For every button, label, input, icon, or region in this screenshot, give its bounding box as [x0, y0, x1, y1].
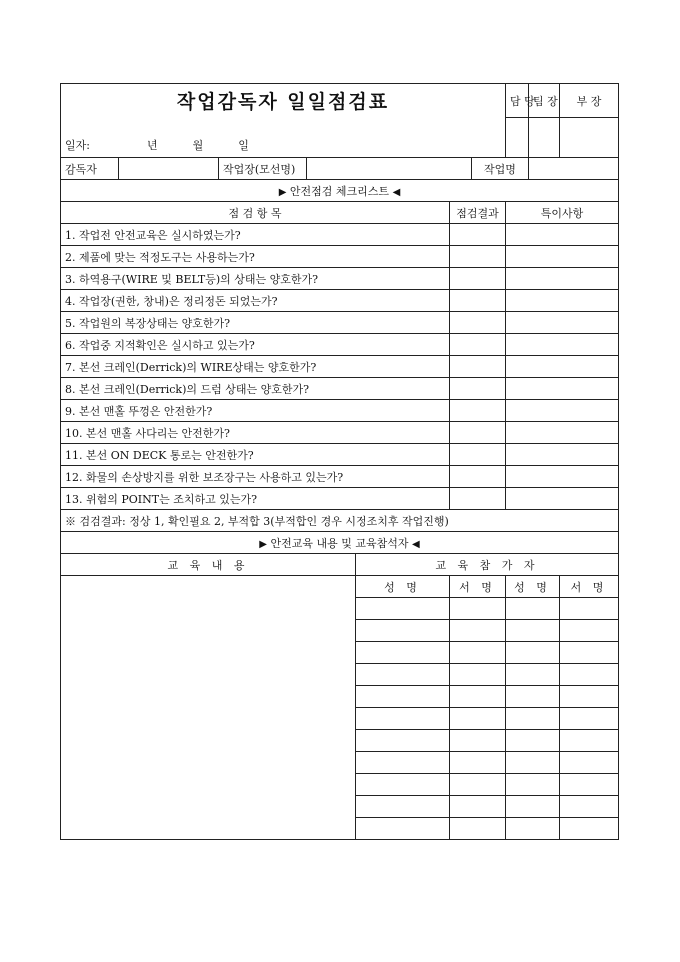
date-year: 년	[146, 139, 158, 152]
attendee-name-header: 성 명	[356, 576, 450, 598]
workplace-field[interactable]	[307, 158, 472, 180]
checklist-note-cell[interactable]	[506, 400, 619, 422]
result-legend: ※ 검검결과: 정상 1, 확인필요 2, 부적합 3(부적합인 경우 시정조치후 작업진행)	[61, 510, 619, 532]
attendee-name-cell[interactable]	[356, 686, 450, 708]
checklist-note-cell[interactable]	[506, 488, 619, 510]
attendee-name-cell[interactable]	[356, 818, 450, 840]
checklist-note-cell[interactable]	[506, 290, 619, 312]
form-title: 작업감독자 일일점검표	[61, 84, 506, 118]
checklist-item-text: 8. 본선 크레인(Derrick)의 드럼 상태는 양호한가?	[61, 378, 450, 400]
col-result-header: 점검결과	[450, 202, 506, 224]
approval-staff: 담 당	[506, 84, 529, 118]
attendee-sign-cell[interactable]	[560, 730, 619, 752]
checklist-item-text: 3. 하역용구(WIRE 및 BELT등)의 상태는 양호한가?	[61, 268, 450, 290]
attendee-sign-cell[interactable]	[450, 642, 506, 664]
sign-box-manager[interactable]	[560, 118, 619, 158]
approval-manager: 부 장	[560, 84, 619, 118]
attendee-sign-cell[interactable]	[450, 620, 506, 642]
sign-box-team-lead[interactable]	[529, 118, 560, 158]
checklist-note-cell[interactable]	[506, 378, 619, 400]
attendee-sign-cell[interactable]	[560, 752, 619, 774]
checklist-note-cell[interactable]	[506, 422, 619, 444]
checklist-item-text: 12. 화물의 손상방지를 위한 보조장구는 사용하고 있는가?	[61, 466, 450, 488]
checklist-row	[61, 400, 619, 422]
checklist-row	[61, 466, 619, 488]
attendee-name-cell[interactable]	[506, 796, 560, 818]
checklist-item-text: 5. 작업원의 복장상태는 양호한가?	[61, 312, 450, 334]
attendee-sign-cell[interactable]	[560, 598, 619, 620]
checklist-section-title: ▶ 안전점검 체크리스트 ◀	[61, 180, 619, 202]
attendee-name-cell[interactable]	[506, 620, 560, 642]
workplace-label: 작업장(모선명)	[219, 158, 307, 180]
checklist-result-cell[interactable]	[450, 488, 506, 510]
checklist-item-text: 9. 본선 맨홀 뚜껑은 안전한가?	[61, 400, 450, 422]
attendee-subheader-row	[61, 576, 619, 598]
attendee-name-cell[interactable]	[506, 642, 560, 664]
checklist-result-cell[interactable]	[450, 334, 506, 356]
checklist-result-cell[interactable]	[450, 290, 506, 312]
checklist-item-text: 1. 작업전 안전교육은 실시하였는가?	[61, 224, 450, 246]
checklist-note-cell[interactable]	[506, 312, 619, 334]
attendee-sign-cell[interactable]	[450, 818, 506, 840]
triangle-left-icon: ◀	[412, 538, 420, 550]
inspection-form	[60, 83, 619, 840]
checklist-item-text: 13. 위험의 POINT는 조치하고 있는가?	[61, 488, 450, 510]
attendee-sign-cell[interactable]	[560, 818, 619, 840]
checklist-note-cell[interactable]	[506, 224, 619, 246]
checklist-row	[61, 268, 619, 290]
sign-box-staff[interactable]	[506, 118, 529, 158]
attendee-sign-cell[interactable]	[450, 774, 506, 796]
date-month: 월	[192, 139, 204, 152]
checklist-result-cell[interactable]	[450, 246, 506, 268]
attendee-sign-cell[interactable]	[450, 730, 506, 752]
triangle-left-icon: ◀	[392, 186, 401, 198]
checklist-note-cell[interactable]	[506, 466, 619, 488]
checklist-row	[61, 334, 619, 356]
attendee-name-cell[interactable]	[356, 620, 450, 642]
attendee-sign-header: 서 명	[560, 576, 619, 598]
checklist-result-cell[interactable]	[450, 466, 506, 488]
attendee-name-cell[interactable]	[506, 708, 560, 730]
date-label: 일자:	[65, 139, 90, 152]
attendee-name-cell[interactable]	[506, 664, 560, 686]
attendee-sign-cell[interactable]	[560, 642, 619, 664]
checklist-result-cell[interactable]	[450, 400, 506, 422]
attendee-sign-cell[interactable]	[560, 664, 619, 686]
checklist-row	[61, 312, 619, 334]
checklist-item-text: 6. 작업중 지적확인은 실시하고 있는가?	[61, 334, 450, 356]
attendee-name-cell[interactable]	[506, 686, 560, 708]
attendee-name-cell[interactable]	[506, 752, 560, 774]
checklist-row	[61, 378, 619, 400]
attendee-sign-cell[interactable]	[450, 686, 506, 708]
work-name-field[interactable]	[529, 158, 619, 180]
attendee-name-cell[interactable]	[506, 774, 560, 796]
checklist-item-text: 4. 작업장(권한, 창내)은 정리정돈 되었는가?	[61, 290, 450, 312]
col-note-header: 특이사항	[506, 202, 619, 224]
checklist-result-cell[interactable]	[450, 378, 506, 400]
attendee-sign-cell[interactable]	[560, 686, 619, 708]
attendee-sign-cell[interactable]	[450, 752, 506, 774]
checklist-note-cell[interactable]	[506, 246, 619, 268]
supervisor-field[interactable]	[119, 158, 219, 180]
checklist-row	[61, 290, 619, 312]
checklist-item-text: 11. 본선 ON DECK 통로는 안전한가?	[61, 444, 450, 466]
attendee-name-cell[interactable]	[356, 752, 450, 774]
attendee-sign-cell[interactable]	[560, 620, 619, 642]
attendee-name-cell[interactable]	[506, 598, 560, 620]
date-day: 일	[238, 139, 249, 152]
checklist-result-cell[interactable]	[450, 268, 506, 290]
checklist-result-cell[interactable]	[450, 356, 506, 378]
triangle-right-icon: ▶	[259, 538, 267, 550]
attendee-sign-cell[interactable]	[560, 708, 619, 730]
checklist-note-cell[interactable]	[506, 356, 619, 378]
education-attendees-header: 교 육 참 가 자	[356, 554, 619, 576]
checklist-note-cell[interactable]	[506, 334, 619, 356]
approval-team-lead: 팀 장	[529, 84, 560, 118]
attendee-name-cell[interactable]	[356, 774, 450, 796]
work-name-label: 작업명	[472, 158, 529, 180]
checklist-result-cell[interactable]	[450, 312, 506, 334]
checklist-item-text: 10. 본선 맨홀 사다리는 안전한가?	[61, 422, 450, 444]
checklist-note-cell[interactable]	[506, 268, 619, 290]
checklist-result-cell[interactable]	[450, 444, 506, 466]
triangle-right-icon: ▶	[278, 186, 287, 198]
attendee-name-cell[interactable]	[506, 730, 560, 752]
checklist-item-text: 7. 본선 크레인(Derrick)의 WIRE상태는 양호한가?	[61, 356, 450, 378]
col-item-header: 점 검 항 목	[61, 202, 450, 224]
attendee-sign-cell[interactable]	[450, 708, 506, 730]
attendee-sign-cell[interactable]	[560, 796, 619, 818]
checklist-row	[61, 444, 619, 466]
education-content-header: 교 육 내 용	[61, 554, 356, 576]
checklist-result-cell[interactable]	[450, 422, 506, 444]
checklist-row	[61, 224, 619, 246]
attendee-sign-cell[interactable]	[450, 598, 506, 620]
checklist-item-text: 2. 제품에 맞는 적정도구는 사용하는가?	[61, 246, 450, 268]
checklist-row	[61, 422, 619, 444]
checklist-note-cell[interactable]	[506, 444, 619, 466]
checklist-row	[61, 246, 619, 268]
education-section-title: ▶ 안전교육 내용 및 교육참석자 ◀	[61, 532, 619, 554]
attendee-name-cell[interactable]	[356, 642, 450, 664]
checklist-result-cell[interactable]	[450, 224, 506, 246]
attendee-sign-cell[interactable]	[560, 774, 619, 796]
date-line	[61, 118, 506, 158]
attendee-sign-cell[interactable]	[450, 796, 506, 818]
supervisor-label: 감독자	[61, 158, 119, 180]
attendee-name-cell[interactable]	[356, 730, 450, 752]
attendee-name-cell[interactable]	[356, 664, 450, 686]
attendee-name-cell[interactable]	[356, 796, 450, 818]
attendee-name-header: 성 명	[506, 576, 560, 598]
checklist-row	[61, 488, 619, 510]
education-content-field[interactable]	[61, 576, 356, 840]
checklist-row	[61, 356, 619, 378]
attendee-name-cell[interactable]	[356, 598, 450, 620]
attendee-sign-header: 서 명	[450, 576, 506, 598]
attendee-sign-cell[interactable]	[450, 664, 506, 686]
attendee-name-cell[interactable]	[356, 708, 450, 730]
attendee-name-cell[interactable]	[506, 818, 560, 840]
